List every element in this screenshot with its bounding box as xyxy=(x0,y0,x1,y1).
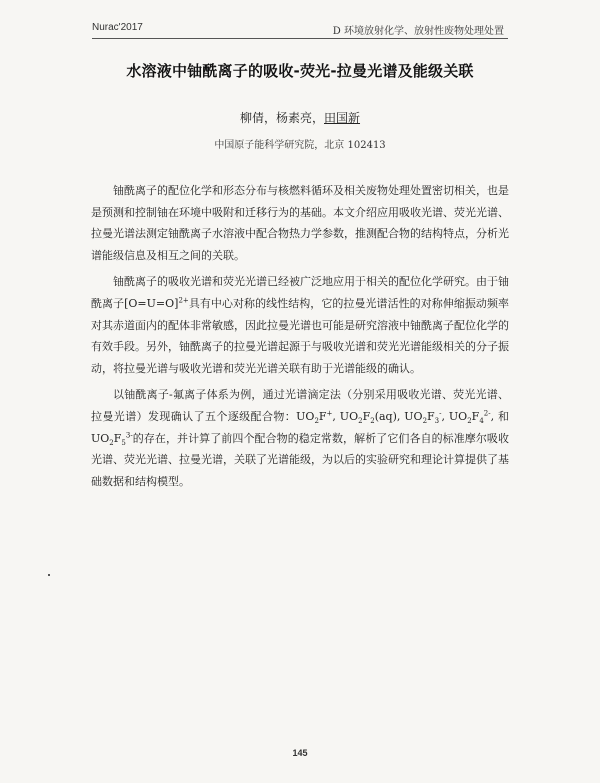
paragraph-3 xyxy=(91,384,509,492)
paragraph-1-text: 铀酰离子的配位化学和形态分布与核燃料循环及相关废物处理处置密切相关，也是是预测和控制铀在环境中吸附和迁移行为的基础。本文介绍应用吸收光谱、荧光光谱、拉曼光谱法测定铀酰离子水溶液中配合物热力学参数，推测配合物的结构特点，分析光谱能级信息及相互之间的关联。 xyxy=(91,184,509,262)
scan-artifact-dot xyxy=(48,574,50,576)
running-header-section: D 环境放射化学、放射性废物处理处置 xyxy=(332,26,504,37)
formula-uo2f3: $_2F_3^-$ xyxy=(422,409,442,426)
running-header-conference: Nurac'2017 xyxy=(92,22,143,33)
paragraph-2-text-a: 铀酰离子的吸收光谱和荧光光谱已经被广泛地应用于相关的配位化学研究。由于铀酰离子[O=U=O] xyxy=(91,275,509,310)
formula-uo2f2: , $UO_2F_2(aq)$, UO xyxy=(332,409,423,426)
paragraph-2-text-b: 具有中心对称的线性结构，它的拉曼光谱活性的对称伸缩振动频率对其赤道面内的配体非常敏感，因此拉曼光谱也可能是研究溶液中铀酰离子配位化学的有效手段。另外，铀酰离子的拉曼光谱起源于与吸收光谱和荧光光谱能级相关的分子振动，将拉曼光谱与吸收光谱和荧光光谱关联有助于光谱能级的确认。 xyxy=(91,296,509,375)
author-affiliation: 中国原子能科学研究院，北京 102413 xyxy=(214,140,386,151)
abstract-body xyxy=(91,180,509,497)
paragraph-3-text-a: 以铀酰离子-氟离子体系为例，通过光谱滴定法（分别采用吸收光谱、荧光光谱、拉曼光谱）发现确认了五个逐级配合物： xyxy=(91,388,509,423)
paragraph-2 xyxy=(91,271,509,379)
paragraph-1 xyxy=(91,180,509,266)
author-list xyxy=(0,109,600,126)
paper-title: 水溶液中铀酰离子的吸收-荧光-拉曼光谱及能级关联 xyxy=(126,62,474,80)
formula-uo2f4: , $UO_2F_4^{2-}$ xyxy=(441,409,491,426)
paragraph-3-text-b: 的存在，并计算了前四个配合物的稳定常数，解析了它们各自的标准摩尔吸收光谱、荧光光谱、拉曼光谱，关联了光谱能级，为以后的实验研究和理论计算提供了基础数据和结构模型。 xyxy=(91,431,509,488)
header-divider xyxy=(92,38,508,39)
formula-uo2f: $UO_2F^+$ xyxy=(296,409,333,426)
corresponding-author: 田国新 xyxy=(324,111,361,125)
page-number: 145 xyxy=(292,748,308,758)
author-names: 柳倩，杨素亮， xyxy=(239,111,324,125)
uranyl-charge: 2+ xyxy=(178,296,189,305)
formula-uo2f5: , 和 $UO_2F_5^{3-}$ xyxy=(91,409,509,447)
